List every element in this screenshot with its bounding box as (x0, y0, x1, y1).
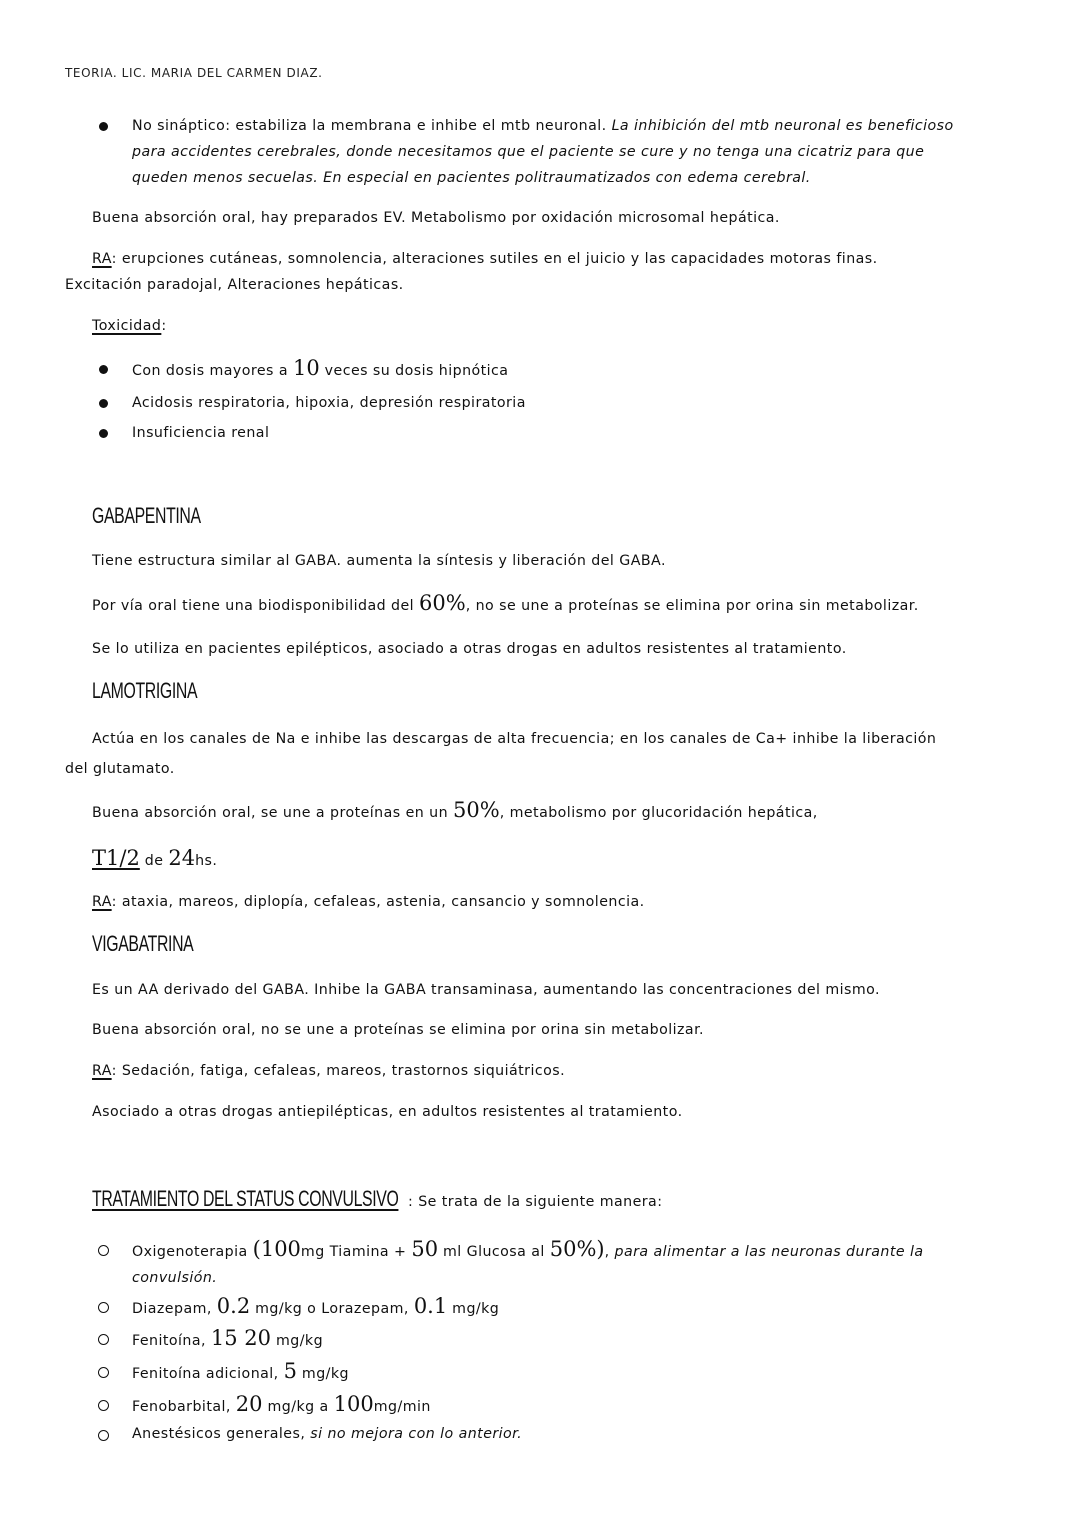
toxicity-item-text: Con dosis mayores a (132, 363, 293, 379)
page-header: TEORIA. LIC. MARIA DEL CARMEN DIAZ. (65, 66, 323, 80)
ra-label: RA (92, 894, 112, 910)
half-life-label: T1/2 (92, 846, 140, 870)
status-item-italic: si no mejora con lo anterior. (310, 1426, 523, 1442)
half-life-value: 24 (168, 846, 196, 870)
status-item-fenitoina-adicional (132, 1358, 349, 1387)
lamotrigina-ra (92, 889, 645, 915)
status-item-text: mg/kg (271, 1333, 324, 1349)
ra-label: RA (92, 251, 112, 267)
bullet-icon (99, 429, 108, 438)
tiamina-dose: (100 (252, 1237, 301, 1261)
absorption-text: Buena absorción oral, hay preparados EV. Metabolismo por oxidación microsomal hepática. (92, 210, 780, 226)
intro-bullet-line1 (132, 113, 954, 139)
ra-label: RA (92, 1063, 112, 1079)
gabapentina-p2-text: Por vía oral tiene una biodisponibilidad del (92, 598, 419, 614)
gabapentina-p2 (92, 590, 919, 619)
fenitoina-dose: 15 20 (210, 1326, 272, 1350)
lamotrigina-p1-line1: Actúa en los canales de Na e inhibe las descargas de alta frecuencia; en los canales de Ca+ inhibe la liberación (92, 731, 937, 747)
circle-bullet-icon (98, 1245, 109, 1256)
intro-bullet-line3: queden menos secuelas. En especial en pacientes politraumatizados con edema cerebral. (132, 170, 811, 186)
toxicity-item (132, 355, 508, 384)
toxicity-item: Acidosis respiratoria, hipoxia, depresión respiratoria (132, 395, 526, 411)
status-item-text: Diazepam, (132, 1301, 217, 1317)
toxicity-label: Toxicidad (92, 318, 162, 334)
lamotrigina-p2 (92, 797, 818, 826)
glucosa-volume: 50 (411, 1237, 439, 1261)
gabapentina-p3: Se lo utiliza en pacientes epilépticos, asociado a otras drogas en adultos resistentes al tratamiento. (92, 641, 847, 657)
toxicity-item: Insuficiencia renal (132, 425, 270, 441)
half-life-line (92, 845, 217, 874)
protein-binding-value: 50% (453, 798, 500, 822)
status-item-oxigenoterapia (132, 1236, 924, 1265)
status-item-italic: para alimentar a las neuronas durante la (614, 1244, 924, 1260)
status-item-text: Fenitoína, (132, 1333, 211, 1349)
fenitoina-adicional-dose: 5 (283, 1359, 297, 1383)
status-item-diazepam (132, 1293, 499, 1322)
status-subtitle: Se trata de la siguiente manera: (413, 1194, 663, 1210)
circle-bullet-icon (98, 1334, 109, 1345)
status-item-anestesicos (132, 1421, 522, 1447)
toxicity-dose-number: 10 (292, 356, 320, 380)
vigabatrina-p1: Es un AA derivado del GABA. Inhibe la GABA transaminasa, aumentando las concentraciones del mismo. (92, 982, 880, 998)
lorazepam-dose: 0.1 (413, 1294, 448, 1318)
toxicity-colon: : (161, 318, 167, 334)
half-life-text: de (139, 853, 169, 869)
bullet-icon (99, 365, 108, 374)
status-item-text: , (604, 1244, 615, 1260)
bioavailability-value: 60% (419, 591, 466, 615)
toxicity-heading (92, 313, 167, 339)
status-heading (92, 1186, 662, 1215)
gabapentina-p2-text: , no se une a proteínas se elimina por orina sin metabolizar. (465, 598, 919, 614)
section-title-lamotrigina: LAMOTRIGINA (92, 678, 198, 703)
status-item-text: mg Tiamina + (300, 1244, 412, 1260)
vigabatrina-ra (92, 1058, 565, 1084)
circle-bullet-icon (98, 1430, 109, 1441)
intro-italic-text: La inhibición del mtb neuronal es beneficioso (611, 118, 954, 134)
ra-line1 (92, 246, 878, 272)
bullet-icon (99, 122, 108, 131)
intro-bullet-line2: para accidentes cerebrales, donde necesitamos que el paciente se cure y no tenga una cicatriz para que (132, 144, 925, 160)
section-title-gabapentina: GABAPENTINA (92, 503, 201, 528)
status-item-text: Oxigenoterapia (132, 1244, 253, 1260)
circle-bullet-icon (98, 1400, 109, 1411)
ra-text: : erupciones cutáneas, somnolencia, alteraciones sutiles en el juicio y las capacidades motoras finas. (111, 251, 878, 267)
vigabatrina-p4: Asociado a otras drogas antiepilépticas, en adultos resistentes al tratamiento. (92, 1104, 683, 1120)
fenobarbital-dose: 20 (235, 1392, 263, 1416)
lamotrigina-p2-text: , metabolismo por glucoridación hepática, (499, 805, 818, 821)
status-item-text: mg/kg a (262, 1399, 334, 1415)
status-item-text: mg/kg o Lorazepam, (250, 1301, 414, 1317)
circle-bullet-icon (98, 1302, 109, 1313)
toxicity-item-text: veces su dosis hipnótica (319, 363, 509, 379)
status-item-oxigenoterapia-cont: convulsión. (132, 1270, 218, 1286)
status-item-fenobarbital (132, 1391, 431, 1420)
fenobarbital-rate: 100 (333, 1392, 374, 1416)
status-title: TRATAMIENTO DEL STATUS CONVULSIVO (92, 1186, 399, 1211)
status-item-text: Fenobarbital, (132, 1399, 236, 1415)
status-item-text: mg/kg (447, 1301, 500, 1317)
ra-text: : Sedación, fatiga, cefaleas, mareos, trastornos siquiátricos. (111, 1063, 566, 1079)
lamotrigina-p2-text: Buena absorción oral, se une a proteínas en un (92, 805, 453, 821)
status-item-text: mg/kg (296, 1366, 350, 1382)
diazepam-dose: 0.2 (216, 1294, 251, 1318)
ra-line2: Excitación paradojal, Alteraciones hepáticas. (65, 277, 404, 293)
status-item-text: ml Glucosa al (438, 1244, 550, 1260)
lamotrigina-p1-line2: del glutamato. (65, 761, 175, 777)
section-title-vigabatrina: VIGABATRINA (92, 931, 194, 956)
ra-text: : ataxia, mareos, diplopía, cefaleas, astenia, cansancio y somnolencia. (111, 894, 645, 910)
vigabatrina-p2: Buena absorción oral, no se une a proteínas se elimina por orina sin metabolizar. (92, 1022, 705, 1038)
bullet-icon (99, 399, 108, 408)
circle-bullet-icon (98, 1367, 109, 1378)
status-title-colon: : (408, 1194, 414, 1210)
status-item-fenitoina (132, 1325, 323, 1354)
half-life-unit: hs. (195, 853, 218, 869)
status-item-text: Fenitoína adicional, (132, 1366, 284, 1382)
status-item-text: mg/min (373, 1399, 431, 1415)
glucosa-concentration: 50%) (549, 1237, 605, 1261)
intro-lead-text: No sináptico: estabiliza la membrana e inhibe el mtb neuronal. (132, 118, 607, 134)
gabapentina-p1: Tiene estructura similar al GABA. aumenta la síntesis y liberación del GABA. (92, 553, 666, 569)
status-item-text: Anestésicos generales, (132, 1426, 311, 1442)
